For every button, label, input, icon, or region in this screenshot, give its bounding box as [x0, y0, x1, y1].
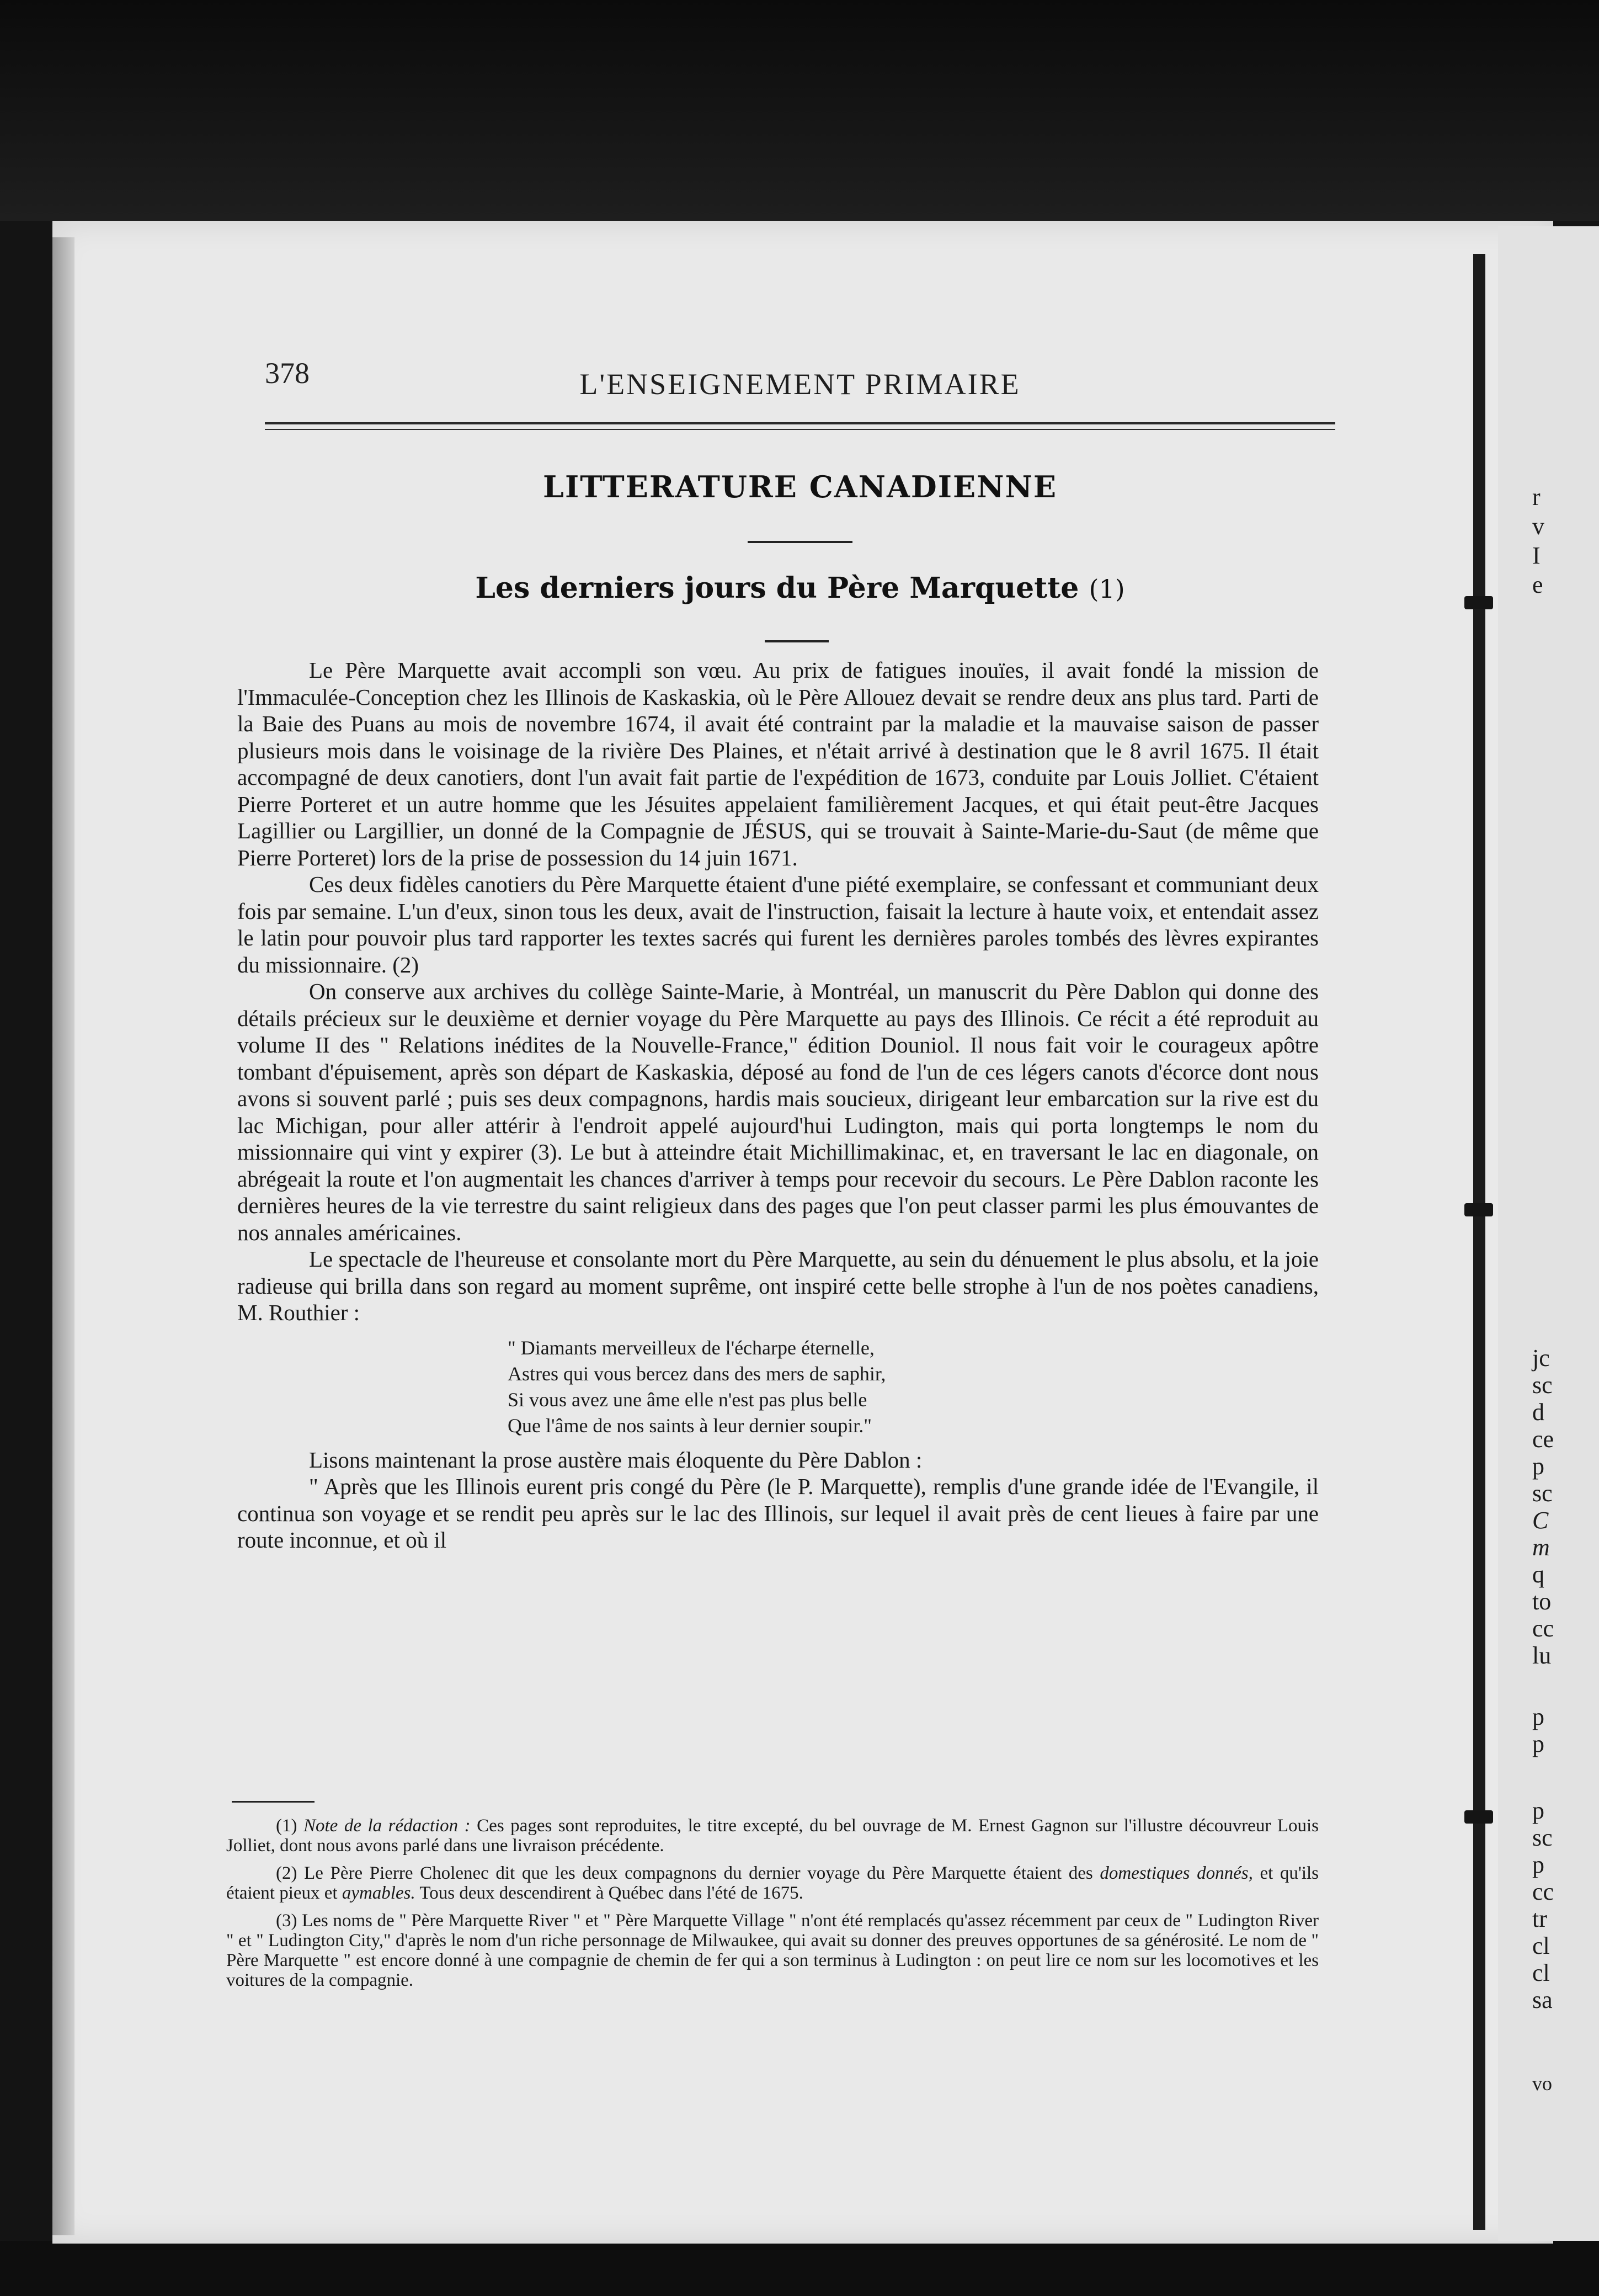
facing-fragment: C	[1532, 1507, 1549, 1534]
footnote-text: (2) Le Père Pierre Cholenec dit que les deux compagnons du dernier voyage du Père Marquette étaient des	[276, 1863, 1093, 1883]
footnote-emphasis: domestiques donnés,	[1100, 1863, 1253, 1883]
verse-stanza	[508, 1335, 1319, 1439]
facing-fragment: cc	[1532, 1878, 1554, 1905]
footnote-separator	[232, 1801, 315, 1803]
spine-binding-mark	[1464, 1810, 1493, 1824]
footnote-label: Note de la rédaction :	[303, 1816, 471, 1836]
footnotes	[226, 1816, 1319, 1998]
ornament-rule	[748, 541, 852, 543]
footnote-text: et qu'ils étaient pieux et	[226, 1863, 1319, 1903]
facing-fragment: d	[1532, 1399, 1544, 1426]
spine-binding-mark	[1464, 596, 1493, 609]
paragraph: Le spectacle de l'heureuse et consolante mort du Père Marquette, au sein du dénuement le plus absolu, et la joie radieuse qui brilla dans son regard au moment suprême, ont inspiré cette belle strophe à l'un de nos poètes canadiens, M. Routhier :	[237, 1246, 1319, 1325]
facing-fragment: e	[1532, 571, 1543, 598]
facing-fragment: sa	[1532, 1986, 1553, 2013]
facing-fragment: p	[1532, 1703, 1544, 1730]
facing-fragment: r	[1532, 483, 1541, 511]
facing-fragment: vo	[1532, 2072, 1552, 2095]
facing-fragment: I	[1532, 542, 1541, 569]
verse-line: " Diamants merveilleux de l'écharpe éternelle,	[508, 1336, 875, 1359]
article-title	[265, 571, 1335, 605]
facing-fragment: m	[1532, 1534, 1550, 1561]
facing-fragment: sc	[1532, 1480, 1553, 1507]
footnote-number: (1)	[276, 1816, 297, 1836]
header-rule-thin	[265, 429, 1335, 430]
journal-title: L'ENSEIGNEMENT PRIMAIRE	[579, 368, 1021, 401]
facing-fragment: cl	[1532, 1959, 1550, 1986]
verse-line: Astres qui vous bercez dans des mers de saphir,	[508, 1362, 886, 1385]
facing-fragment: to	[1532, 1588, 1552, 1615]
footnote-2	[226, 1863, 1319, 1903]
facing-fragment: q	[1532, 1561, 1544, 1588]
footnote-ref: (1)	[1089, 574, 1125, 604]
footnote-text: Tous deux descendirent à Québec dans l'été de 1675.	[419, 1883, 803, 1903]
ornament-rule	[765, 640, 829, 642]
facing-fragment: tr	[1532, 1905, 1547, 1932]
footnote-emphasis: aymables.	[342, 1883, 415, 1903]
facing-fragment: p	[1532, 1797, 1544, 1824]
book-spine	[1473, 254, 1485, 2230]
running-head	[265, 356, 1335, 406]
paragraph: On conserve aux archives du collège Sainte-Marie, à Montréal, un manuscrit du Père Dablon qui donne des détails précieux sur le deuxième et dernier voyage du Père Marquette au pays des Illinois. Ce récit a été reproduit au volume II des " Relations inédites de la Nouvelle-France," édition Douniol. Il nous fait voir le courageux apôtre tombant d'épuisement, après son départ de Kaskaskia, déposé au fond de l'un de ces légers canots d'écorce dont nous avons si souvent parlé ; puis ses deux compagnons, hardis mais soucieux, dirigeant leur embarcation sur la rive est du lac Michigan, pour aller attérir à l'endroit appelé aujourd'hui Ludington, mais qui porta longtemps le nom du missionnaire qui vint y expirer (3). Le but à atteindre était Michillimakinac, et, en traversant le lac en diagonale, on abrégeait la route et l'on augmentait les chances d'arriver à temps pour recevoir du secours. Le Père Dablon raconte les dernières heures de la vie terrestre du saint religieux dans des pages que l'on peut classer parmi les plus émouvantes de nos annales américaines.	[237, 979, 1319, 1245]
paragraph: Ces deux fidèles canotiers du Père Marquette étaient d'une piété exemplaire, se confessant et communiant deux fois par semaine. L'un d'eux, sinon tous les deux, avait de l'instruction, faisait la lecture à haute voix, et entendait assez le latin pour pouvoir plus tard rapporter les textes sacrés qui furent les dernières paroles tombés des lèvres expirantes du missionnaire. (2)	[237, 871, 1319, 977]
facing-fragment: cc	[1532, 1615, 1554, 1642]
facing-fragment: cl	[1532, 1932, 1550, 1959]
scanner-background-top	[0, 0, 1599, 221]
facing-fragment: ce	[1532, 1426, 1554, 1453]
footnote-text: Ces pages sont reproduites, le titre excepté, du bel ouvrage de M. Ernest Gagnon sur l'illustre découvreur Louis Jolliet, dont nous avons parlé dans une livraison précédente.	[226, 1816, 1319, 1856]
verse-line: Que l'âme de nos saints à leur dernier soupir."	[508, 1414, 872, 1437]
facing-fragment: sc	[1532, 1372, 1553, 1399]
paragraph: Lisons maintenant la prose austère mais éloquente du Père Dablon :	[309, 1447, 923, 1473]
scanner-background-bottom	[0, 2241, 1599, 2296]
facing-fragment: lu	[1532, 1642, 1552, 1669]
footnote-1	[226, 1816, 1319, 1856]
facing-fragment: v	[1532, 513, 1544, 540]
spine-binding-mark	[1464, 1203, 1493, 1216]
facing-fragment: jc	[1532, 1344, 1550, 1372]
paragraph: Le Père Marquette avait accompli son vœu. Au prix de fatigues inouïes, il avait fondé la mission de l'Immaculée-Conception chez les Illinois de Kaskaskia, où le Père Allouez devait se rendre deux ans plus tard. Parti de la Baie des Puans au mois de novembre 1674, il avait été contraint par la maladie et la mauvaise saison de passer plusieurs mois dans le voisinage de la rivière Des Plaines, et n'était arrivé à destination que le 8 avril 1675. Il était accompagné de deux canotiers, dont l'un avait fait partie de l'expédition de 1673, conduite par Louis Jolliet. C'étaient Pierre Porteret et un autre homme que les Jésuites appelaient familièrement Jacques, et qui était peut-être Jacques Lagillier ou Largillier, un donné de la Compagnie de JÉSUS, qui se trouvait à Sainte-Marie-du-Saut (de même que Pierre Porteret) lors de la prise de possession du 14 juin 1671.	[237, 657, 1319, 870]
article-body	[237, 657, 1319, 1554]
facing-fragment: p	[1532, 1730, 1544, 1757]
page-edge-shadow	[52, 237, 74, 2235]
paragraph: " Après que les Illinois eurent pris congé du Père (le P. Marquette), remplis d'une grande idée de l'Evangile, il continua son voyage et se rendit peu après sur le lac des Illinois, sur lequel il avait près de cent lieues à faire par une route inconnue, et où il	[237, 1474, 1319, 1553]
facing-fragment: p	[1532, 1453, 1544, 1480]
verse-line: Si vous avez une âme elle n'est pas plus belle	[508, 1388, 867, 1411]
section-title: LITTERATURE CANADIENNE	[542, 469, 1058, 504]
facing-page	[1498, 226, 1599, 2241]
footnote-3: (3) Les noms de " Père Marquette River " et " Père Marquette Village " n'ont été remplacés qu'assez récemment par ceux de " Ludington River " et " Ludington City," d'après le nom d'un riche personnage de Milwaukee, qui avait su donner des preuves opportunes de sa générosité. Le nom de " Père Marquette " est encore donné à une compagnie de chemin de fer qui a son terminus à Ludington : on peut lire ce nom sur les locomotives et les voitures de la compagnie.	[226, 1911, 1319, 1990]
article-title-text: Les derniers jours du Père Marquette	[475, 571, 1079, 605]
page-number: 378	[265, 357, 310, 390]
facing-fragment: sc	[1532, 1824, 1553, 1851]
header-rule	[265, 422, 1335, 424]
facing-fragment: p	[1532, 1851, 1544, 1878]
